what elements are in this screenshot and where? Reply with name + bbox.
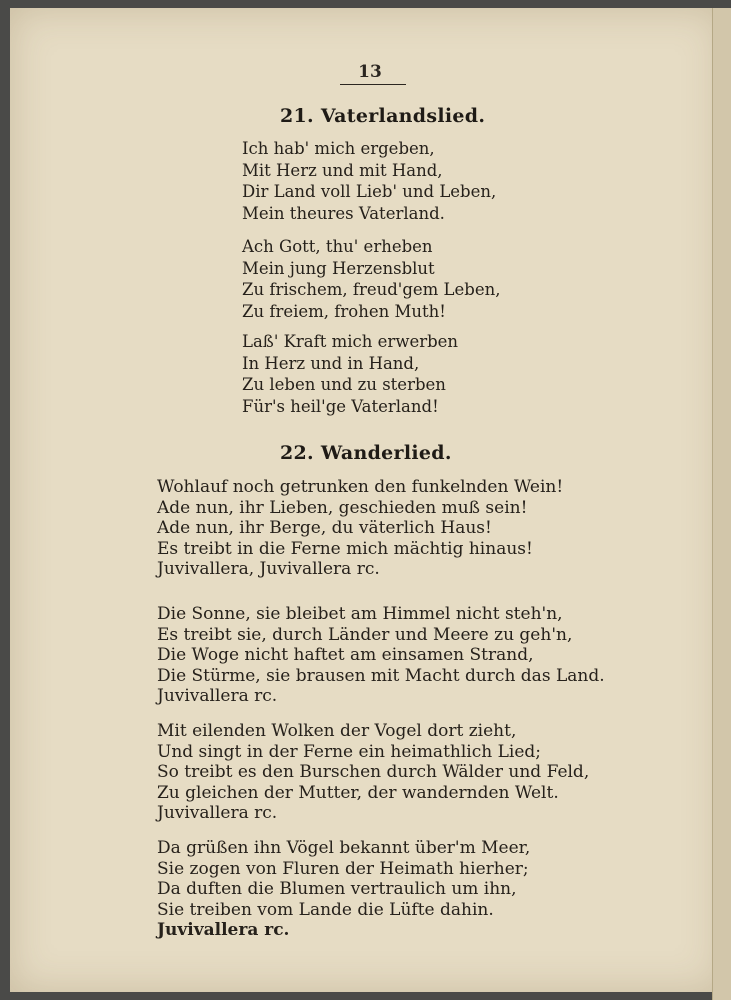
- verse-line: Zu gleichen der Mutter, der wandernden Welt.: [157, 782, 559, 803]
- stanza: [242, 331, 458, 417]
- verse-line: Dir Land voll Lieb' und Leben,: [242, 182, 497, 201]
- verse-line: Mein jung Herzensblut: [242, 258, 435, 278]
- refrain-line: Juvivallera rc.: [157, 686, 278, 706]
- stanza: [242, 236, 500, 322]
- stanza: [157, 838, 530, 941]
- verse-line: Die Woge nicht haftet am einsamen Strand,: [157, 645, 534, 665]
- song-title-wanderlied: 22. Wanderlied.: [280, 442, 452, 464]
- verse-line: Laß' Kraft mich erwerben: [242, 332, 459, 351]
- verse-line: Ade nun, ihr Berge, du väterlich Haus!: [157, 518, 492, 538]
- verse-line: Sie treiben vom Lande die Lüfte dahin.: [157, 899, 494, 920]
- refrain-line: Juvivallera, Juvivallera rc.: [157, 559, 380, 579]
- header-rule: [340, 84, 406, 85]
- verse-line: So treibt es den Burschen durch Wälder und Feld,: [157, 762, 590, 782]
- verse-line: Ach Gott, thu' erheben: [242, 237, 433, 256]
- verse-line: Und singt in der Ferne ein heimathlich Lied;: [157, 741, 541, 762]
- refrain-line: Juvivallera rc.: [157, 803, 278, 823]
- verse-line: In Herz und in Hand,: [242, 353, 420, 373]
- stanza: [242, 138, 496, 224]
- page-edge: [712, 8, 731, 1000]
- verse-line: Wohlauf noch getrunken den funkelnden Wein!: [157, 477, 564, 497]
- book-page: [10, 8, 722, 992]
- verse-line: Ich hab' mich ergeben,: [242, 139, 435, 158]
- verse-line: Mit eilenden Wolken der Vogel dort zieht,: [157, 721, 517, 741]
- refrain-line: Juvivallera rc.: [157, 920, 290, 940]
- verse-line: Ade nun, ihr Lieben, geschieden muß sein!: [157, 497, 528, 518]
- stanza: [157, 604, 605, 707]
- stanza: [157, 477, 563, 580]
- verse-line: Die Stürme, sie brausen mit Macht durch das Land.: [157, 665, 605, 686]
- verse-line: Zu freiem, frohen Muth!: [242, 301, 446, 321]
- stanza: [157, 721, 589, 824]
- verse-line: Mein theures Vaterland.: [242, 203, 445, 223]
- verse-line: Für's heil'ge Vaterland!: [242, 396, 439, 416]
- verse-line: Sie zogen von Fluren der Heimath hierher;: [157, 858, 529, 879]
- page-number: 13: [358, 62, 382, 82]
- verse-line: Da duften die Blumen vertraulich um ihn,: [157, 879, 517, 899]
- verse-line: Da grüßen ihn Vögel bekannt über'm Meer,: [157, 838, 531, 858]
- verse-line: Zu leben und zu sterben: [242, 375, 446, 394]
- song-title-vaterlandslied: 21. Vaterlandslied.: [280, 105, 486, 127]
- verse-line: Zu frischem, freud'gem Leben,: [242, 280, 501, 299]
- verse-line: Mit Herz und mit Hand,: [242, 160, 443, 180]
- verse-line: Die Sonne, sie bleibet am Himmel nicht steh'n,: [157, 604, 563, 624]
- verse-line: Es treibt sie, durch Länder und Meere zu geh'n,: [157, 624, 573, 645]
- verse-line: Es treibt in die Ferne mich mächtig hinaus!: [157, 538, 533, 559]
